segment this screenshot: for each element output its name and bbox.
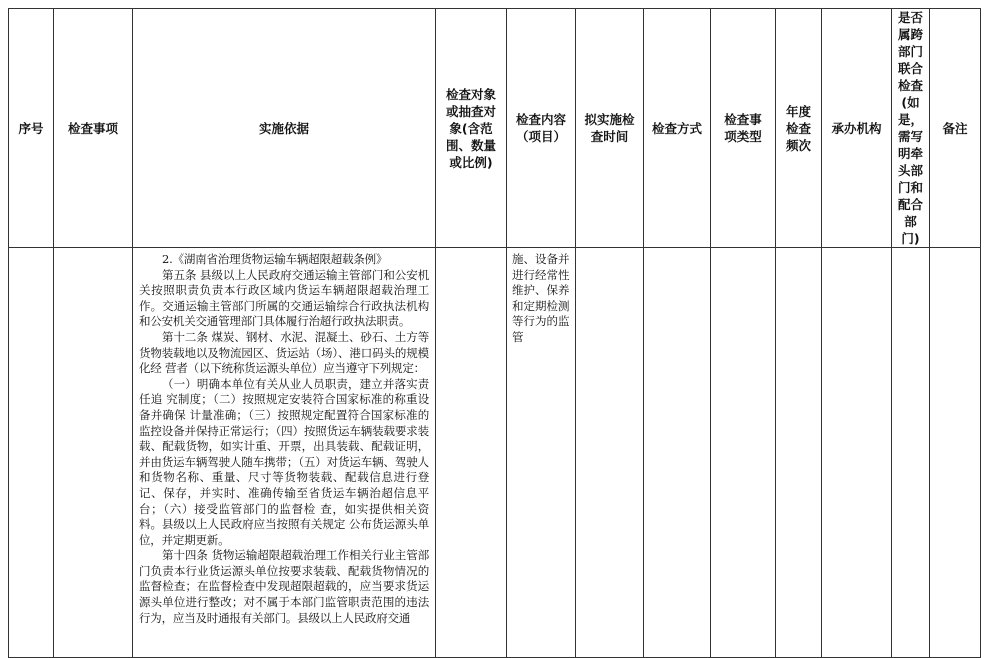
- cell-type: [711, 248, 776, 658]
- header-basis: 实施依据: [133, 9, 436, 248]
- header-object: 检查对象或抽查对象(含范围、数量或比例): [436, 9, 507, 248]
- cell-time: [576, 248, 644, 658]
- inspection-table: [8, 8, 981, 658]
- cell-basis: [133, 248, 436, 658]
- header-frequency: 年度检查频次: [776, 9, 822, 248]
- basis-paragraph: 第五条 县级以上人民政府交通运输主管部门和公安机关按照职责负责本行政区域内货运车辆超限超载治理工作。交通运输主管部门所属的交通运输综合行政执法机构和公安机关交通管理部门具体履行治超行政执法职责。: [139, 267, 429, 329]
- cell-object: [436, 248, 507, 658]
- content-text: 施、设备并进行经常性维护、保养和定期检测等行为的监管: [512, 252, 570, 344]
- header-time: 拟实施检查时间: [576, 9, 644, 248]
- cell-method: [644, 248, 711, 658]
- basis-paragraph: 第十四条 货物运输超限超载治理工作相关行业主管部门负责本行业货运源头单位按要求装载、配载货物情况的监督检查；在监督检查中发现超限超载的，应当要求货运源头单位进行整改；对不属于本部门监管职责范围的违法行为，应当及时通报有关部门。县级以上人民政府交通: [139, 548, 429, 625]
- cell-joint: [892, 248, 930, 658]
- table-row: [9, 248, 981, 658]
- cell-org: [822, 248, 892, 658]
- cell-content: [507, 248, 576, 658]
- table-header-row: [9, 9, 981, 248]
- header-org: 承办机构: [822, 9, 892, 248]
- basis-paragraph: （一）明确本单位有关从业人员职责，建立并落实责任追 究制度；（二）按照规定安装符合国家标准的称重设备并确保 计量准确；（三）按照规定配置符合国家标准的监控设备并保持正常运行；（四）按照货运车辆装载要求装载、配载货物，如实计重、开票，出具装载、配载证明，并由货运车辆驾驶人随车携带；（五）对货运车辆、驾驶人和货物名称、重量、尺寸等货物装载、配载信息进行登记、保存，并实时、准确传输至省货运车辆治超信息平台；（六）接受监管部门的监督检 查，如实提供相关资料。县级以上人民政府应当按照有关规定 公布货运源头单位，并定期更新。: [139, 376, 429, 547]
- cell-frequency: [776, 248, 822, 658]
- cell-item: [54, 248, 133, 658]
- basis-paragraph: 第十二条 煤炭、钢材、水泥、混凝土、砂石、土方等货物装载地以及物流园区、货运站（场）、港口码头的规模化经 营者（以下统称货运源头单位）应当遵守下列规定：: [139, 329, 429, 376]
- header-remark: 备注: [930, 9, 981, 248]
- header-method: 检查方式: [644, 9, 711, 248]
- header-joint: 是否属跨部门联合检查(如是，需写明牵头部门和配合部门): [892, 9, 930, 248]
- header-item: 检查事项: [54, 9, 133, 248]
- cell-seq: [9, 248, 54, 658]
- header-content: 检查内容（项目）: [507, 9, 576, 248]
- header-type: 检查事项类型: [711, 9, 776, 248]
- cell-remark: [930, 248, 981, 658]
- header-seq: 序号: [9, 9, 54, 248]
- basis-paragraph: 2.《湖南省治理货物运输车辆超限超载条例》: [162, 252, 388, 266]
